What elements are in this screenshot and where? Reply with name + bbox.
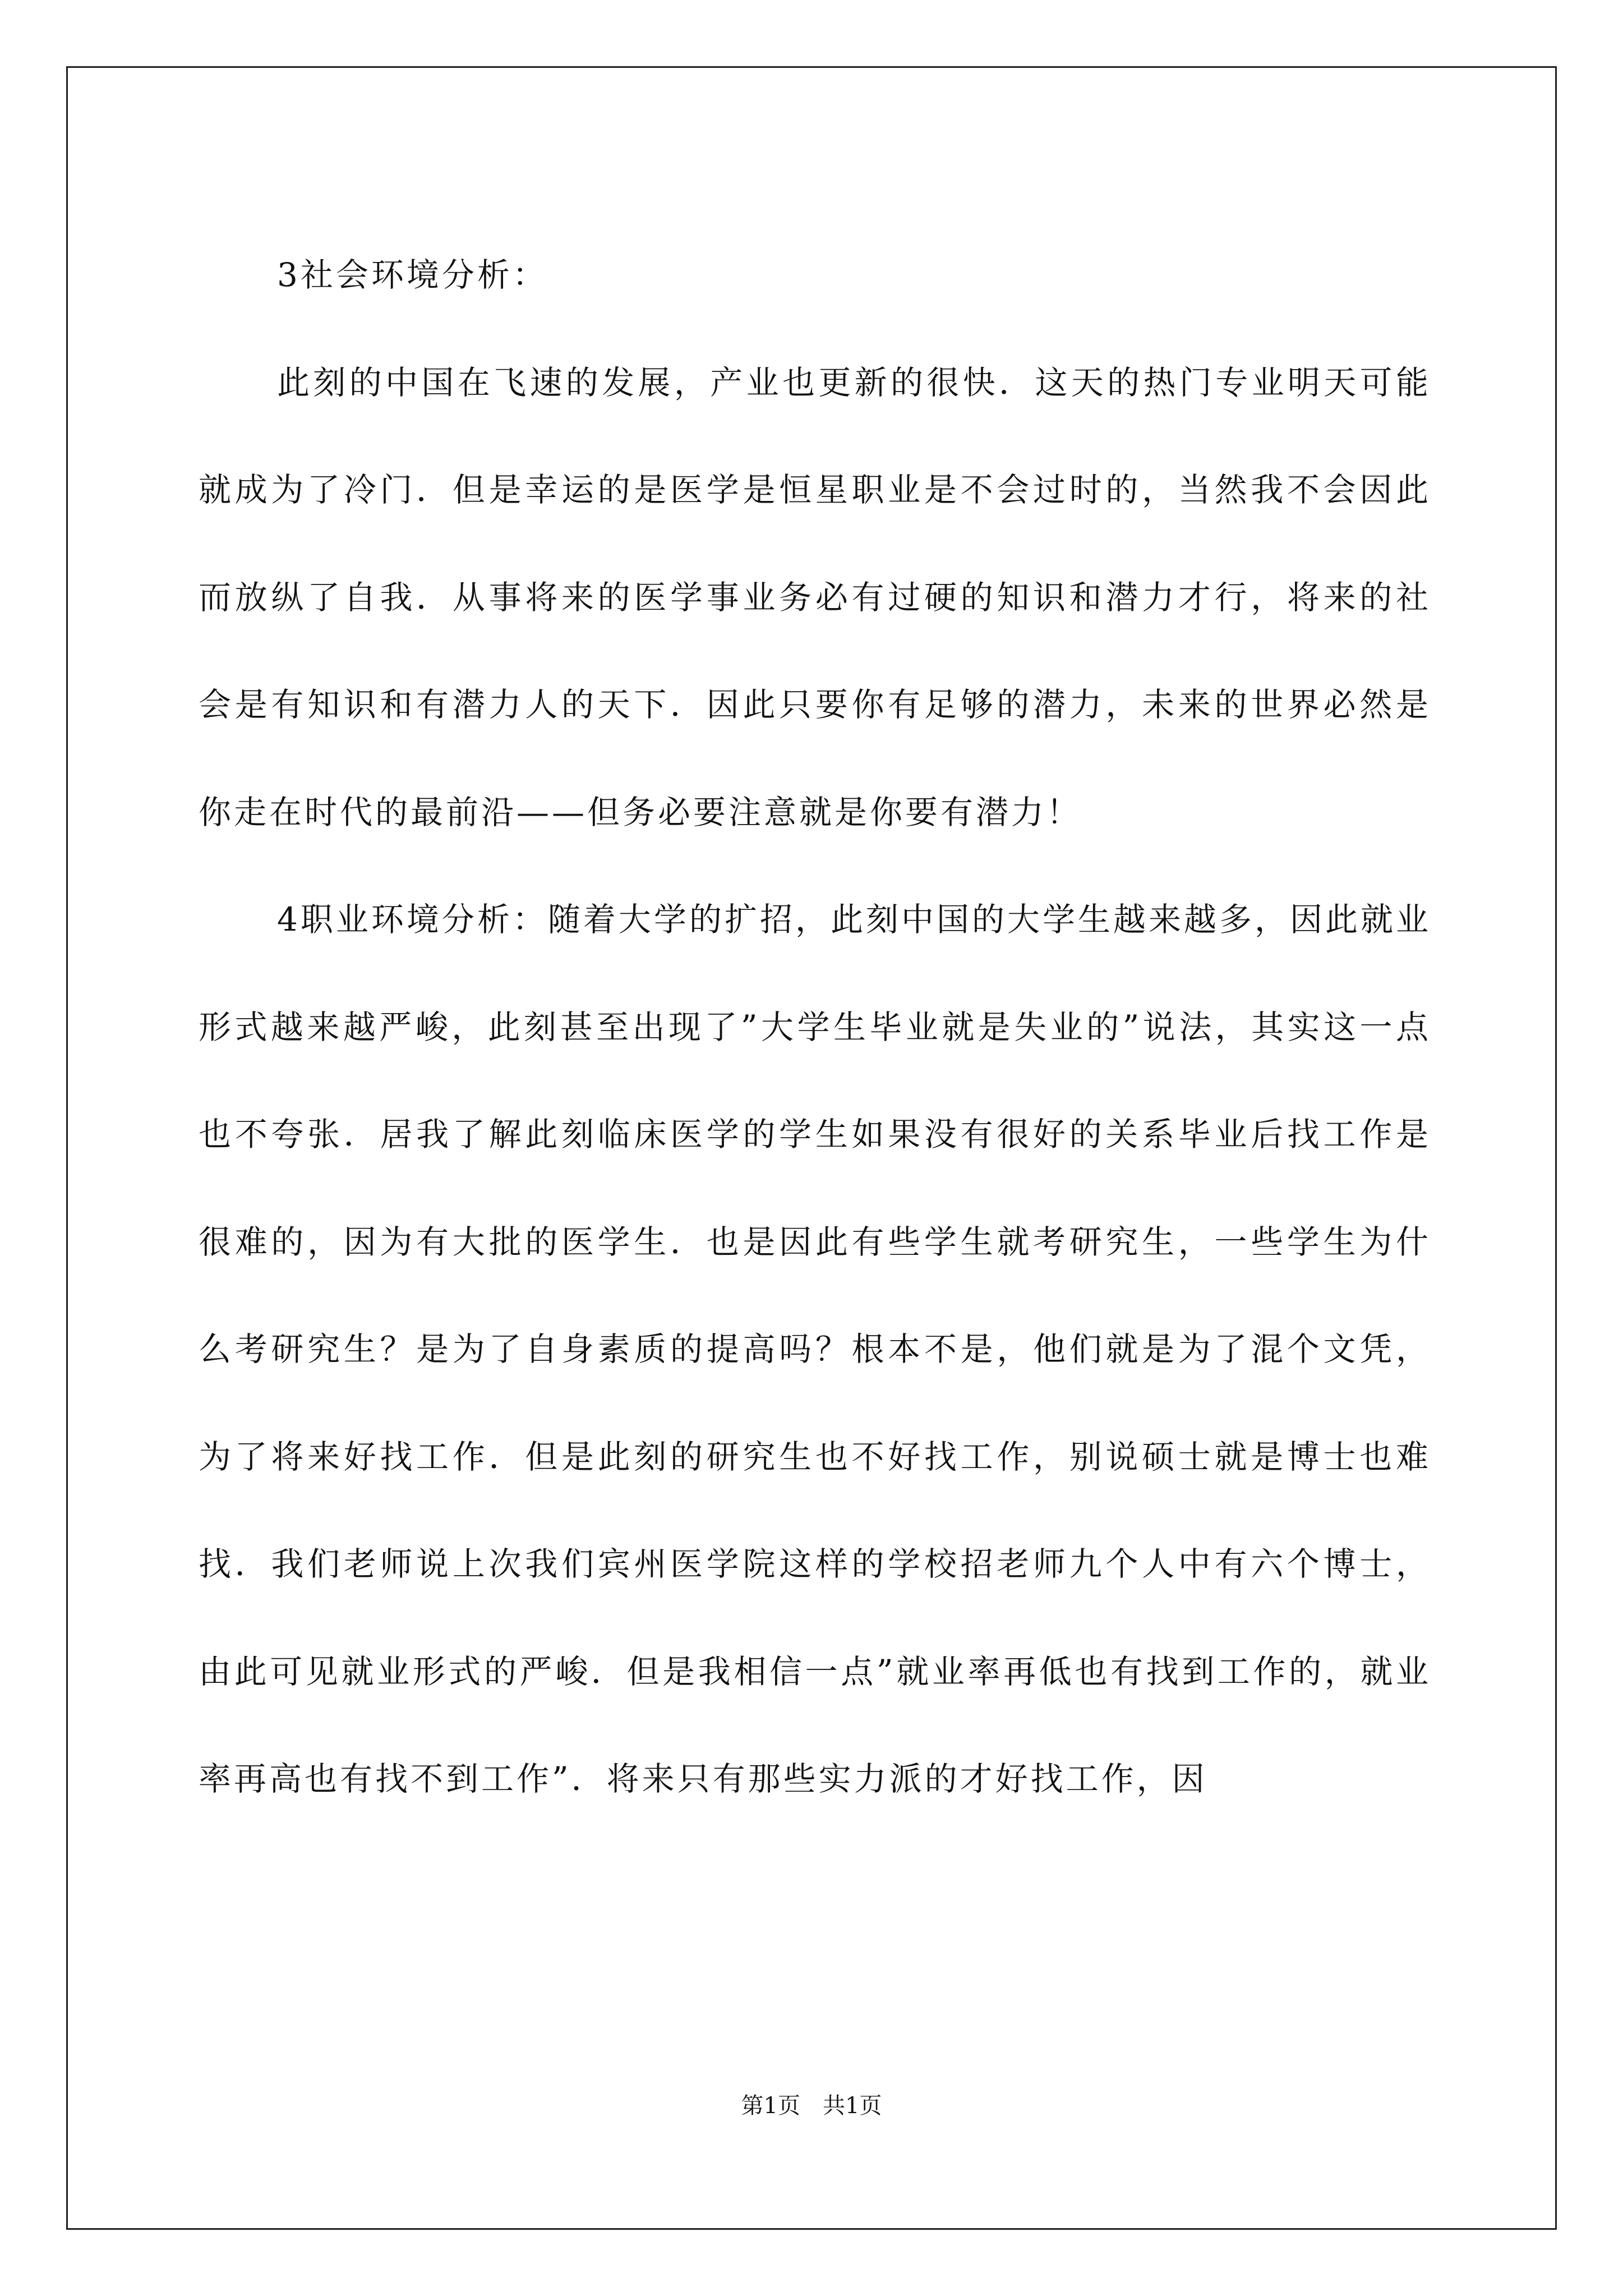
paragraph-china-development: 此刻的中国在飞速的发展，产业也更新的很快．这天的热门专业明天可能就成为了冷门．但是幸运的是医学是恒星职业是不会过时的，当然我不会因此而放纵了自我．从事将来的医学事业务必有过硬的知识和潜力才行，将来的社会是有知识和有潜力人的天下．因此只要你有足够的潜力，未来的世界必然是你走在时代的最前沿——但务必要注意就是你要有潜力！ <box>199 363 1431 831</box>
document-body <box>199 222 1431 1833</box>
paragraph-career-environment: 4职业环境分析：随着大学的扩招，此刻中国的大学生越来越多，因此就业形式越来越严峻，此刻甚至出现了”大学生毕业就是失业的”说法，其实这一点也不夸张．居我了解此刻临床医学的学生如果没有很好的关系毕业后找工作是很难的，因为有大批的医学生．也是因此有些学生就考研究生，一些学生为什么考研究生？是为了自身素质的提高吗？根本不是，他们就是为了混个文凭，为了将来好找工作．但是此刻的研究生也不好找工作，别说硕士就是博士也难找．我们老师说上次我们宾州医学院这样的学校招老师九个人中有六个博士，由此可见就业形式的严峻．但是我相信一点”就业率再低也有找到工作的，就业率再高也有找不到工作”．将来只有那些实力派的才好找工作，因 <box>199 900 1431 1798</box>
paragraph-social-environment: 3社会环境分析： <box>277 256 548 294</box>
page-footer: 第1页 共1页 <box>741 2093 882 2119</box>
